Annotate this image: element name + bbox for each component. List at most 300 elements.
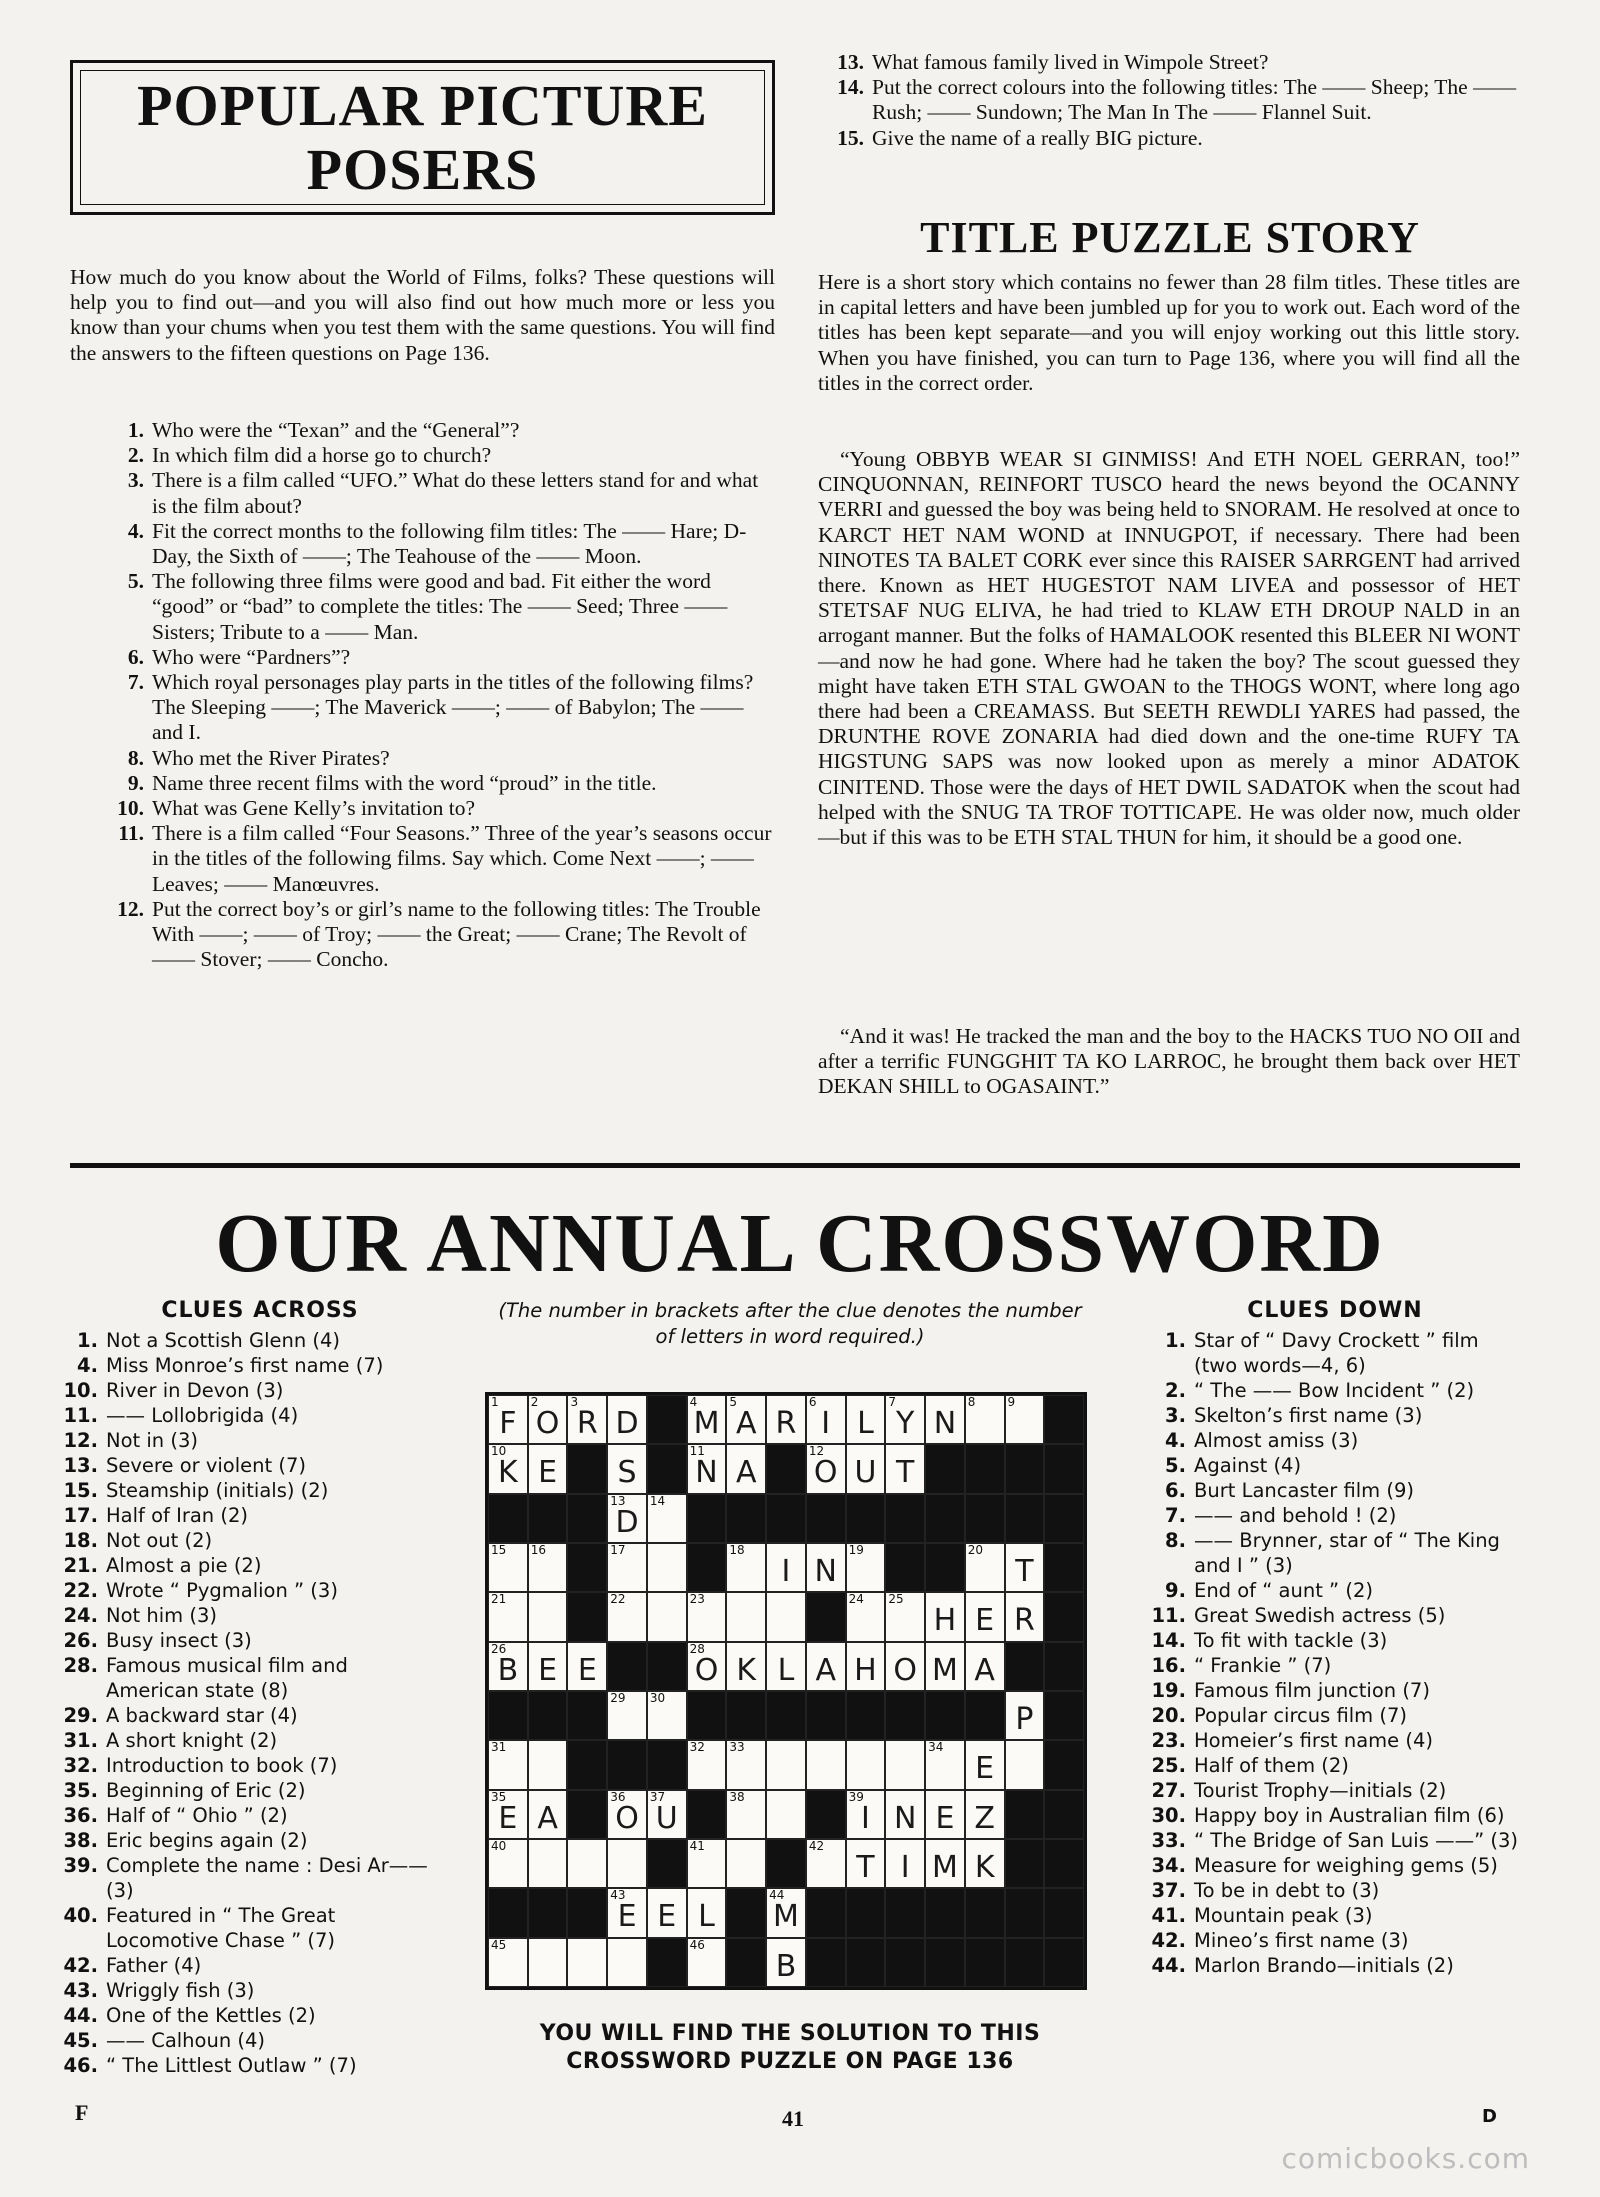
grid-cell[interactable] [726, 1740, 766, 1789]
item-number: 15. [837, 125, 864, 150]
grid-cell[interactable] [488, 1790, 528, 1839]
cell-number: 39 [848, 1789, 864, 1804]
list-item [70, 796, 775, 821]
item-text: Wrote “ Pygmalion ” (3) [106, 1579, 338, 1602]
grid-block [647, 1395, 687, 1444]
grid-block [567, 1691, 607, 1740]
item-number: 46. [63, 2054, 98, 2077]
grid-cell[interactable] [528, 1444, 568, 1493]
grid-cell[interactable] [846, 1444, 886, 1493]
cell-letter: O [893, 1652, 917, 1688]
item-text: Complete the name : Desi Ar—— (3) [106, 1854, 428, 1902]
item-number: 4. [1165, 1429, 1186, 1452]
grid-cell[interactable] [806, 1543, 846, 1592]
story-paragraph-2: “And it was! He tracked the man and the boy to the HACKS TUO NO OII and after a terrific FUNGGHIT TA KO LARROC, he brought them back over HET DEKAN SHILL to OGASAINT.” [818, 1024, 1520, 1099]
crossword-title: OUR ANNUAL CROSSWORD [215, 1197, 1385, 1290]
item-text: Wriggly fish (3) [106, 1979, 255, 2002]
grid-cell[interactable] [1005, 1691, 1045, 1740]
grid-cell[interactable] [607, 1938, 647, 1987]
grid-cell[interactable] [647, 1543, 687, 1592]
item-text: Half of Iran (2) [106, 1504, 248, 1527]
grid-block [846, 1691, 886, 1740]
cell-letter: R [576, 1406, 598, 1441]
list-item [62, 1803, 442, 1828]
list-item [1150, 1853, 1522, 1878]
cell-letter: B [497, 1652, 519, 1688]
cell-number: 19 [848, 1543, 864, 1557]
grid-block [1005, 1839, 1045, 1888]
cell-number: 31 [491, 1740, 507, 1755]
list-item [1150, 1503, 1522, 1528]
item-number: 10. [63, 1379, 98, 1402]
cell-number: 21 [491, 1592, 507, 1607]
grid-cell[interactable] [567, 1642, 607, 1691]
item-text: Father (4) [106, 1954, 202, 1977]
item-number: 29. [63, 1704, 98, 1727]
grid-cell[interactable] [925, 1592, 965, 1641]
grid-cell[interactable] [647, 1494, 687, 1543]
grid-cell[interactable] [528, 1592, 568, 1641]
list-item [62, 1478, 442, 1503]
cell-number: 38 [729, 1789, 745, 1804]
item-number: 1. [77, 1329, 98, 1352]
item-number: 42. [1151, 1929, 1186, 1952]
item-number: 11. [118, 821, 144, 846]
item-number: 2. [1165, 1379, 1186, 1402]
list-item [1150, 1703, 1522, 1728]
item-text: Famous film junction (7) [1194, 1679, 1430, 1702]
grid-cell[interactable] [687, 1888, 727, 1937]
grid-cell[interactable] [528, 1790, 568, 1839]
item-text: Popular circus film (7) [1194, 1704, 1407, 1727]
grid-cell[interactable] [488, 1938, 528, 1987]
grid-cell[interactable] [846, 1790, 886, 1839]
cell-letter: M [931, 1850, 958, 1885]
grid-block [567, 1740, 607, 1789]
item-number: 6. [1165, 1479, 1186, 1502]
grid-cell[interactable] [726, 1395, 766, 1444]
cell-letter: A [815, 1652, 836, 1688]
cell-number: 5 [729, 1395, 738, 1409]
grid-block [607, 1740, 647, 1789]
grid-cell[interactable] [766, 1642, 806, 1691]
item-text: Who met the River Pirates? [152, 745, 390, 770]
item-number: 44. [63, 2004, 98, 2027]
item-number: 17. [63, 1504, 98, 1527]
cell-number: 4 [689, 1395, 698, 1409]
list-item [70, 418, 775, 443]
grid-cell[interactable] [687, 1395, 727, 1444]
grid-cell[interactable] [965, 1395, 1005, 1444]
list-item [70, 569, 775, 645]
grid-cell[interactable] [726, 1444, 766, 1493]
grid-cell[interactable] [647, 1790, 687, 1839]
grid-cell[interactable] [726, 1543, 766, 1592]
item-text: —— and behold ! (2) [1194, 1504, 1397, 1527]
item-number: 21. [63, 1554, 98, 1577]
grid-cell[interactable] [766, 1938, 806, 1987]
list-item [62, 2028, 442, 2053]
list-item [62, 1553, 442, 1578]
item-text: Almost amiss (3) [1194, 1429, 1359, 1452]
grid-block [488, 1888, 528, 1937]
grid-cell[interactable] [806, 1839, 846, 1888]
grid-cell[interactable] [1005, 1740, 1045, 1789]
list-item [62, 1528, 442, 1553]
item-number: 27. [1151, 1779, 1186, 1802]
list-item [1150, 1428, 1522, 1453]
grid-block [726, 1888, 766, 1937]
item-number: 9. [127, 770, 144, 795]
grid-cell[interactable] [647, 1888, 687, 1937]
grid-cell[interactable] [647, 1691, 687, 1740]
item-text: What famous family lived in Wimpole Street? [872, 50, 1269, 74]
item-number: 39. [63, 1854, 98, 1877]
grid-cell[interactable] [846, 1642, 886, 1691]
grid-block [965, 1938, 1005, 1987]
item-text: There is a film called “UFO.” What do these letters stand for and what is the film about? [152, 468, 759, 518]
list-item [1150, 1878, 1522, 1903]
grid-cell[interactable] [1005, 1543, 1045, 1592]
item-text: Who were “Pardners”? [152, 644, 351, 669]
grid-cell[interactable] [726, 1642, 766, 1691]
grid-cell[interactable] [925, 1395, 965, 1444]
grid-cell[interactable] [528, 1395, 568, 1444]
grid-cell[interactable] [766, 1395, 806, 1444]
grid-cell[interactable] [647, 1592, 687, 1641]
grid-cell[interactable] [965, 1642, 1005, 1691]
item-number: 7. [1165, 1504, 1186, 1527]
cell-letter: B [775, 1948, 797, 1984]
grid-cell[interactable] [567, 1395, 607, 1444]
item-number: 13. [63, 1454, 98, 1477]
grid-cell[interactable] [846, 1740, 886, 1789]
list-item [62, 1628, 442, 1653]
cell-number: 29 [610, 1691, 626, 1705]
grid-cell[interactable] [766, 1543, 806, 1592]
item-text: Tourist Trophy—initials (2) [1194, 1779, 1447, 1802]
grid-block [607, 1642, 647, 1691]
grid-block [1044, 1790, 1084, 1839]
cell-letter: N [695, 1455, 718, 1491]
item-text: Against (4) [1194, 1454, 1302, 1477]
grid-cell[interactable] [925, 1790, 965, 1839]
story-paragraph-1: “Young OBBYB WEAR SI GINMISS! And ETH NOEL GERRAN, too!” CINQUONNAN, REINFORT TUSCO heard the news beyond the OCANNY VERRI and guessed the boy was being held to SNORAM. He resolved at once to KARCT HET NAM WOND at INNUGPOT, if necessary. There had been NINOTES TA BALET CORK ever since this RAISER SARRGENT had arrived there. Known as HET HUGESTOT NAM LIVEA and possessor of HET STETSAF NUG ELIVA, he had tried to KLAW ETH DROUP NALD in an arrogant manner. But the folks of HAMALOOK resented this BLEER NI WONT—and now he had gone. Where had he taken the boy? The scout guessed they might have taken ETH STAL GWOAN to the THOGS WONT, where long ago there had been a CREAMASS. But SEETH REWDLI YARES had passed, the DRUNTHE ROVE ZONARIA had died down and the one-time RUFY TA HIGSTUNG SAPS was now looked upon as merely a minor ADATOK CINITEND. Those were the days of HET DWIL SADATOK when the scout had helped with the SNUG TA TROF TOTTICAPE. He was older now, much older—but if this was to be ETH STAL THUN for him, it should be a good one. [818, 447, 1520, 850]
list-item [1150, 1453, 1522, 1478]
item-number: 11. [1151, 1604, 1186, 1627]
grid-cell[interactable] [607, 1395, 647, 1444]
grid-cell[interactable] [806, 1740, 846, 1789]
grid-cell[interactable] [528, 1938, 568, 1987]
list-item [70, 443, 775, 468]
item-number: 6. [127, 644, 144, 669]
cell-number: 34 [928, 1740, 944, 1755]
grid-cell[interactable] [607, 1790, 647, 1839]
grid-cell[interactable] [528, 1543, 568, 1592]
grid-cell[interactable] [806, 1444, 846, 1493]
grid-block [528, 1494, 568, 1543]
item-text: There is a film called “Four Seasons.” Three of the year’s seasons occur in the titles of the following films. Say which. Come Next ——; —— Leaves; —— Manœuvres. [152, 821, 772, 896]
grid-cell[interactable] [925, 1740, 965, 1789]
cell-letter: D [615, 1504, 639, 1540]
cell-number: 7 [888, 1395, 896, 1409]
grid-cell[interactable] [885, 1592, 925, 1641]
list-item [62, 1403, 442, 1428]
list-item [70, 468, 775, 518]
item-text: “ The Littlest Outlaw ” (7) [106, 2054, 357, 2077]
list-item [62, 1828, 442, 1853]
grid-block [925, 1444, 965, 1493]
cell-letter: S [617, 1455, 637, 1491]
grid-block [806, 1592, 846, 1641]
grid-cell[interactable] [726, 1790, 766, 1839]
grid-cell[interactable] [726, 1839, 766, 1888]
list-item [1150, 1753, 1522, 1778]
list-item [70, 821, 775, 897]
cell-letter: N [893, 1800, 917, 1836]
crossword-grid[interactable] [485, 1392, 1087, 1990]
grid-cell[interactable] [488, 1444, 528, 1493]
cell-letter: E [975, 1751, 995, 1787]
cell-number: 8 [967, 1395, 976, 1409]
grid-cell[interactable] [766, 1888, 806, 1937]
list-item [62, 1453, 442, 1478]
cell-letter: Y [896, 1406, 915, 1441]
grid-block [846, 1494, 886, 1543]
list-item [62, 1378, 442, 1403]
grid-cell[interactable] [885, 1839, 925, 1888]
item-text: One of the Kettles (2) [106, 2004, 316, 2027]
grid-cell[interactable] [607, 1444, 647, 1493]
grid-cell[interactable] [806, 1395, 846, 1444]
grid-cell[interactable] [687, 1938, 727, 1987]
grid-cell[interactable] [607, 1543, 647, 1592]
grid-block [965, 1691, 1005, 1740]
item-text: Give the name of a really BIG picture. [872, 125, 1203, 150]
grid-block [567, 1543, 607, 1592]
clues-across-list [62, 1328, 442, 2078]
section-divider [70, 1163, 1520, 1168]
grid-block [726, 1494, 766, 1543]
cell-number: 9 [1007, 1395, 1016, 1409]
cell-number: 28 [689, 1641, 705, 1656]
grid-cell[interactable] [846, 1592, 886, 1641]
cell-letter: I [861, 1800, 870, 1836]
item-number: 3. [1165, 1404, 1186, 1427]
cell-number: 12 [808, 1444, 825, 1459]
item-number: 30. [1151, 1804, 1186, 1827]
grid-cell[interactable] [806, 1642, 846, 1691]
cell-number: 22 [610, 1592, 626, 1607]
list-item [62, 1353, 442, 1378]
list-item [62, 1653, 442, 1703]
grid-block [885, 1494, 925, 1543]
grid-cell[interactable] [885, 1790, 925, 1839]
grid-block [846, 1888, 886, 1937]
grid-cell[interactable] [885, 1395, 925, 1444]
item-number: 14. [837, 75, 864, 100]
item-number: 18. [63, 1529, 98, 1552]
grid-cell[interactable] [925, 1642, 965, 1691]
item-text: Mineo’s first name (3) [1194, 1929, 1409, 1952]
questions-list-right [790, 50, 1520, 151]
grid-block [1044, 1494, 1084, 1543]
cell-letter: I [821, 1406, 831, 1441]
grid-cell[interactable] [965, 1839, 1005, 1888]
list-item [70, 670, 775, 746]
grid-cell[interactable] [488, 1642, 528, 1691]
item-number: 36. [63, 1804, 98, 1827]
grid-cell[interactable] [846, 1839, 886, 1888]
grid-cell[interactable] [925, 1839, 965, 1888]
grid-cell[interactable] [885, 1444, 925, 1493]
grid-block [1044, 1938, 1084, 1987]
posers-intro: How much do you know about the World of Films, folks? These questions will help you to find out—and you will also find out how much more or less you know than your chums when you test them with the same questions. You will find the answers to the fifteen questions on Page 136. [70, 265, 775, 365]
cell-letter: O [615, 1800, 639, 1836]
grid-cell[interactable] [687, 1839, 727, 1888]
item-number: 24. [63, 1604, 98, 1627]
grid-cell[interactable] [687, 1642, 727, 1691]
cell-letter: A [735, 1406, 757, 1441]
grid-cell[interactable] [965, 1740, 1005, 1789]
item-text: Featured in “ The Great Locomotive Chase ” (7) [106, 1904, 336, 1952]
cell-letter: N [814, 1554, 837, 1589]
grid-cell[interactable] [528, 1642, 568, 1691]
list-item [62, 1703, 442, 1728]
list-item [62, 1903, 442, 1953]
grid-cell[interactable] [885, 1740, 925, 1789]
grid-cell[interactable] [965, 1592, 1005, 1641]
item-text: Beginning of Eric (2) [106, 1779, 306, 1802]
cell-letter: T [896, 1455, 915, 1491]
item-text: Mountain peak (3) [1194, 1904, 1373, 1927]
item-number: 44. [1151, 1954, 1186, 1977]
cell-letter: T [1015, 1554, 1034, 1589]
grid-block [846, 1938, 886, 1987]
item-text: “ The Bridge of San Luis ——” (3) [1194, 1829, 1518, 1852]
cell-letter: E [538, 1652, 558, 1688]
cell-number: 43 [610, 1888, 626, 1903]
item-number: 8. [127, 745, 144, 770]
grid-cell[interactable] [607, 1592, 647, 1641]
grid-cell[interactable] [528, 1740, 568, 1789]
grid-block [885, 1888, 925, 1937]
list-item [1150, 1678, 1522, 1703]
grid-cell[interactable] [607, 1691, 647, 1740]
item-text: Burt Lancaster film (9) [1194, 1479, 1414, 1502]
list-item [62, 1853, 442, 1903]
grid-cell[interactable] [488, 1740, 528, 1789]
grid-cell[interactable] [965, 1543, 1005, 1592]
list-item [1150, 1578, 1522, 1603]
cell-number: 46 [689, 1937, 705, 1952]
item-text: The following three films were good and bad. Fit either the word “good” or “bad” to complete the titles: The —— Seed; Three —— Sisters; Tribute to a —— Man. [152, 569, 728, 644]
item-number: 34. [1151, 1854, 1186, 1877]
grid-block [1044, 1839, 1084, 1888]
cell-number: 32 [689, 1740, 705, 1755]
grid-cell[interactable] [846, 1395, 886, 1444]
cell-number: 33 [729, 1740, 745, 1755]
grid-block [567, 1444, 607, 1493]
clues-down-list [1150, 1328, 1522, 1978]
grid-block [1044, 1444, 1084, 1493]
item-number: 15. [63, 1479, 98, 1502]
item-text: A short knight (2) [106, 1729, 278, 1752]
questions-list-left [70, 418, 775, 972]
grid-cell[interactable] [766, 1790, 806, 1839]
grid-cell[interactable] [488, 1839, 528, 1888]
grid-block [1044, 1642, 1084, 1691]
item-text: Busy insect (3) [106, 1629, 252, 1652]
grid-cell[interactable] [528, 1839, 568, 1888]
grid-block [1044, 1691, 1084, 1740]
item-number: 12. [117, 896, 144, 921]
grid-cell[interactable] [488, 1592, 528, 1641]
grid-cell[interactable] [488, 1543, 528, 1592]
grid-block [528, 1888, 568, 1937]
list-item [1150, 1953, 1522, 1978]
cell-letter: E [975, 1603, 995, 1639]
item-text: Marlon Brando—initials (2) [1194, 1954, 1454, 1977]
grid-cell[interactable] [567, 1938, 607, 1987]
grid-cell[interactable] [1005, 1395, 1045, 1444]
item-number: 2. [127, 443, 144, 468]
cell-number: 10 [491, 1444, 507, 1459]
cell-letter: Z [974, 1800, 995, 1836]
cell-letter: F [499, 1406, 517, 1441]
grid-block [1044, 1888, 1084, 1937]
grid-cell[interactable] [607, 1888, 647, 1937]
cell-letter: E [577, 1652, 597, 1688]
grid-block [925, 1691, 965, 1740]
item-number: 7. [127, 670, 144, 695]
list-item [62, 1603, 442, 1628]
grid-cell[interactable] [846, 1543, 886, 1592]
cell-letter: O [694, 1652, 719, 1688]
item-text: —— Lollobrigida (4) [106, 1404, 299, 1427]
grid-block [567, 1592, 607, 1641]
item-text: —— Calhoun (4) [106, 2029, 266, 2052]
grid-cell[interactable] [687, 1740, 727, 1789]
grid-cell[interactable] [607, 1494, 647, 1543]
grid-block [726, 1938, 766, 1987]
grid-cell[interactable] [885, 1642, 925, 1691]
list-item [1150, 1653, 1522, 1678]
watermark: comicbooks.com [1281, 2142, 1530, 2175]
grid-block [925, 1494, 965, 1543]
grid-cell[interactable] [1005, 1592, 1045, 1641]
item-number: 13. [837, 50, 864, 74]
grid-cell[interactable] [687, 1444, 727, 1493]
grid-block [1005, 1938, 1045, 1987]
grid-cell[interactable] [766, 1740, 806, 1789]
grid-cell[interactable] [965, 1790, 1005, 1839]
grid-cell[interactable] [766, 1592, 806, 1641]
grid-block [925, 1938, 965, 1987]
grid-cell[interactable] [488, 1395, 528, 1444]
story-title: TITLE PUZZLE STORY [920, 213, 1420, 262]
item-number: 37. [1151, 1879, 1186, 1902]
list-item [62, 2003, 442, 2028]
cell-letter: P [1015, 1702, 1034, 1737]
item-number: 45. [63, 2029, 98, 2052]
grid-cell[interactable] [726, 1592, 766, 1641]
item-number: 19. [1151, 1679, 1186, 1702]
grid-cell[interactable] [687, 1592, 727, 1641]
grid-cell[interactable] [567, 1839, 607, 1888]
grid-cell[interactable] [607, 1839, 647, 1888]
cell-letter: E [498, 1800, 518, 1836]
